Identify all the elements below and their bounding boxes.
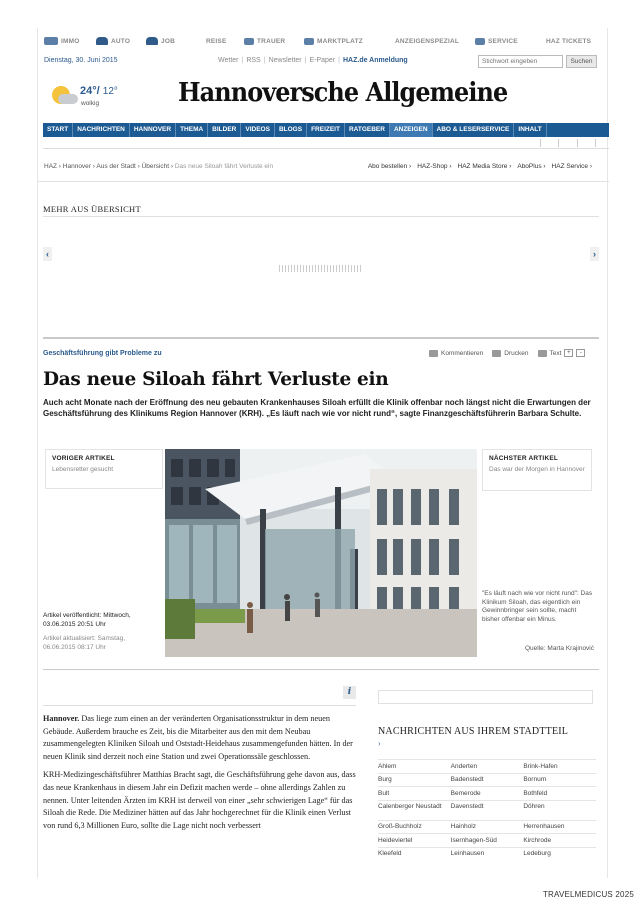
breadcrumb-item[interactable]: HAZ — [44, 163, 57, 170]
text-size-decrease-button[interactable]: - — [576, 349, 585, 357]
district-list — [378, 759, 596, 861]
article-title: Das neue Siloah fährt Verluste ein — [43, 369, 389, 390]
paragraph-text: Das liege zum einen an der veränderten Organisationsstruktur in dem neuen Gebäude. Außerdem brauche es Zeit, bis die Mitarbeiter aus den mit dem Neubau zusammengelegten Kliniken Siloah und Oststadt-Heidehaus zusammengefunden hätten. In der neuen Klinik sind derzeit noch eine Station und zwei Operationssäle geschlossen. — [43, 714, 353, 761]
nav-item-inhalt[interactable]: INHALT — [514, 123, 546, 137]
district-row — [378, 773, 596, 787]
search-input[interactable] — [478, 55, 563, 68]
district-link[interactable]: Anderten — [450, 762, 478, 770]
weather-widget[interactable] — [52, 84, 142, 114]
district-link[interactable]: Calenberger Neustadt — [378, 803, 442, 811]
article-body — [43, 713, 358, 838]
sidebar-ad-box — [378, 690, 593, 704]
topnav-label: ANZEIGENSPEZIAL — [395, 37, 460, 45]
published-label: Artikel veröffentlicht: Mittwoch, — [43, 612, 131, 619]
topnav-item-service[interactable] — [475, 38, 518, 45]
car-icon — [96, 37, 108, 45]
topnav-item-job[interactable] — [146, 37, 175, 45]
top-nav — [38, 34, 609, 48]
district-link[interactable]: Ahlem — [378, 762, 397, 770]
breadcrumb: HAZ › Hannover › Aus der Stadt › Übersicht › Das neue Siloah fährt Verluste ein — [44, 163, 274, 170]
related-carousel — [43, 216, 599, 290]
breadcrumb-item[interactable]: Hannover — [62, 163, 91, 170]
breadcrumb-item[interactable]: Übersicht — [141, 163, 170, 170]
link-newsletter[interactable]: Newsletter — [268, 57, 302, 64]
district-link[interactable]: Burg — [378, 776, 392, 784]
article-lead: Auch acht Monate nach der Eröffnung des neu gebauten Krankenhauses Siloah erfüllt die Klinik offenbar noch längst nicht die Erwartungen der Geschäftsführung des Klinikums Region Hannover (KRH). „Es läuft nach wie vor nicht rund“, sagte Finanzgeschäftsführerin Barbara Schulte. — [43, 398, 591, 419]
watermark: TRAVELMEDICUS 2025 — [542, 890, 634, 899]
dateline: Hannover. — [43, 714, 80, 723]
next-article-box[interactable] — [482, 449, 592, 491]
article-photo[interactable] — [165, 449, 477, 657]
nav-item-thema[interactable]: THEMA — [176, 123, 208, 137]
district-link[interactable]: Kirchrode — [523, 836, 552, 844]
published-value: 03.06.2015 20:51 Uhr — [43, 620, 106, 628]
published-date — [43, 612, 161, 629]
breadcrumb-item[interactable]: Aus der Stadt — [96, 163, 136, 170]
nav-item-ratgeber[interactable]: RATGEBER — [345, 123, 390, 137]
temp-high: 24° — [80, 85, 97, 97]
district-link[interactable]: Hainholz — [450, 823, 476, 831]
next-article-title[interactable]: Das war der Morgen in Hannover — [489, 466, 585, 473]
topnav-item-trauer[interactable] — [244, 38, 285, 45]
district-row — [378, 847, 596, 861]
main-nav — [43, 123, 609, 137]
topnav-label: IMMO — [61, 37, 80, 45]
district-heading-text: NACHRICHTEN AUS IHREM STADTTEIL — [378, 726, 569, 737]
nav-item-anzeigen[interactable]: ANZEIGEN — [390, 123, 433, 137]
previous-article-title[interactable]: Lebensretter gesucht — [52, 466, 114, 473]
topnav-item-immo[interactable] — [44, 37, 80, 45]
topnav-label: AUTO — [111, 37, 131, 45]
topnav-label: MARKTPLATZ — [317, 37, 363, 45]
nav-item-nachrichten[interactable]: NACHRICHTEN — [73, 123, 130, 137]
divider — [43, 337, 599, 339]
nav-item-abo-leserservice[interactable]: ABO & LESERSERVICE — [433, 123, 515, 137]
district-row — [378, 800, 596, 820]
district-link[interactable]: Bornum — [523, 776, 547, 784]
topnav-item-haz-tickets[interactable] — [546, 38, 591, 45]
carousel-next-button[interactable]: › — [590, 247, 599, 261]
text-size-increase-button[interactable]: + — [564, 349, 573, 357]
hospital-photo-illustration — [165, 449, 477, 657]
temp-low: 12° — [102, 86, 118, 97]
topnav-label: REISE — [206, 37, 227, 45]
district-link[interactable]: Bemerode — [450, 789, 481, 797]
print-link[interactable]: Drucken — [504, 349, 529, 357]
cart-icon — [304, 38, 314, 45]
district-link[interactable]: Bult — [378, 789, 390, 797]
district-link[interactable]: Bothfeld — [523, 789, 548, 797]
paragraph: KRH-Medizingeschäftsführer Matthias Bracht sagt, die Geschäftsführung gehe davon aus, dass das neue Krankenhaus in diesem Jahr ein Defizit machen werde – ohne allerdings Zahlen zu nennen. Unter leitenden Ärzten im KRH ist derweil von einer „sehr schwierigen Lage“ für das Siloah die Rede. Die Mediziner hätten auf das Jahr hochgerechnet für die Klinik einen Verlust von rund 6,3 Millionen Euro, sollte die Lage nicht noch verbessert — [43, 770, 356, 830]
sub-nav — [43, 137, 609, 149]
updated-label: Artikel aktualisiert: Samstag, — [43, 635, 126, 642]
topnav-label: HAZ TICKETS — [546, 37, 592, 45]
district-link[interactable]: Ledeburg — [523, 850, 551, 858]
print-icon[interactable] — [492, 350, 501, 357]
link-wetter[interactable]: Wetter — [218, 57, 239, 64]
divider — [43, 669, 599, 670]
divider — [43, 705, 356, 706]
district-link[interactable]: Kleefeld — [378, 850, 402, 858]
district-link[interactable]: Davenstedt — [450, 803, 484, 811]
nav-item-freizeit[interactable]: FREIZEIT — [307, 123, 345, 137]
text-size-label: Text — [549, 349, 562, 357]
briefcase-icon — [146, 37, 158, 45]
article-tools — [423, 349, 585, 357]
topnav-item-auto[interactable] — [96, 37, 130, 45]
topnav-item-anzeigenspezial[interactable] — [395, 38, 459, 45]
page — [37, 28, 608, 878]
text-size-icon — [538, 350, 547, 357]
previous-article-box[interactable] — [45, 449, 163, 489]
photo-caption: "Es läuft nach wie vor nicht rund": Das Klinikum Siloah, das eigentlich ein Gewinnbringer sein sollte, macht bisher offenbar ein Minus. — [482, 590, 593, 623]
carousel-heading: MEHR AUS ÜBERSICHT — [43, 204, 141, 214]
district-link[interactable]: Leinhausen — [450, 850, 485, 858]
flower-icon — [244, 38, 254, 45]
login-link[interactable]: HAZ.de Anmeldung — [342, 57, 408, 64]
link-haz-shop[interactable]: HAZ-Shop › — [417, 163, 452, 170]
district-row — [378, 786, 596, 800]
next-article-heading: NÄCHSTER ARTIKEL — [489, 455, 559, 462]
paragraph — [43, 713, 358, 763]
loading-indicator — [279, 265, 363, 272]
photo-credit: Quelle: Marta Krajinović — [525, 645, 594, 652]
nav-item-blogs[interactable]: BLOGS — [275, 123, 307, 137]
district-link[interactable]: Brink-Hafen — [523, 762, 558, 770]
district-row — [378, 820, 596, 834]
district-row — [378, 759, 596, 773]
current-date: Dienstag, 30. Juni 2015 — [44, 57, 118, 64]
district-link[interactable]: Isernhagen-Süd — [450, 836, 497, 844]
cloud-shape — [58, 94, 78, 104]
chevron-right-icon: › — [378, 739, 381, 748]
link-rss[interactable]: RSS — [246, 57, 261, 64]
nav-item-bilder[interactable]: BILDER — [208, 123, 241, 137]
link-media-store[interactable]: HAZ Media Store › — [457, 163, 512, 170]
comment-icon[interactable] — [429, 350, 438, 357]
temperature: 24°/ 12° — [80, 85, 118, 97]
district-news-heading[interactable] — [378, 726, 596, 748]
nav-item-videos[interactable]: VIDEOS — [241, 123, 275, 137]
service-icon — [475, 38, 485, 45]
info-icon[interactable]: i — [343, 686, 356, 699]
nav-item-start[interactable]: START — [43, 123, 73, 137]
article-kicker: Geschäftsführung gibt Probleme zu — [43, 350, 162, 357]
search-button[interactable]: Suchen — [566, 55, 597, 68]
link-haz-service[interactable]: HAZ Service › — [551, 163, 592, 170]
nav-item-hannover[interactable]: HANNOVER — [130, 123, 176, 137]
divider — [38, 181, 609, 182]
updated-value: 06.06.2015 08:17 Uhr — [43, 643, 106, 651]
district-link[interactable]: Groß-Buchholz — [378, 823, 422, 831]
topnav-item-marktplatz[interactable] — [304, 38, 363, 45]
topnav-label: TRAUER — [257, 37, 286, 45]
site-logo[interactable]: Hannoversche Allgemeine — [178, 78, 508, 108]
district-row — [378, 833, 596, 847]
district-link[interactable]: Badenstedt — [450, 776, 484, 784]
weather-condition: wolkig — [81, 100, 100, 107]
header-links: Wetter | RSS | Newsletter | E-Paper | HAZ.de Anmeldung — [218, 57, 408, 64]
updated-date — [43, 635, 161, 652]
house-icon — [44, 37, 58, 45]
link-epaper[interactable]: E-Paper — [309, 57, 336, 64]
service-links — [368, 163, 592, 170]
district-link[interactable]: Döhren — [523, 803, 545, 811]
comment-link[interactable]: Kommentieren — [441, 349, 484, 357]
district-link[interactable]: Herrenhausen — [523, 823, 565, 831]
previous-article-heading: VORIGER ARTIKEL — [52, 455, 115, 462]
topnav-label: SERVICE — [488, 37, 518, 45]
breadcrumb-current: Das neue Siloah fährt Verluste ein — [174, 163, 274, 170]
district-link[interactable]: Heideviertel — [378, 836, 413, 844]
link-aboplus[interactable]: AboPlus › — [517, 163, 546, 170]
topnav-item-reise[interactable] — [206, 38, 227, 45]
link-abo-bestellen[interactable]: Abo bestellen › — [367, 163, 412, 170]
carousel-prev-button[interactable]: ‹ — [43, 247, 52, 261]
topnav-label: JOB — [161, 37, 175, 45]
header-row — [38, 55, 609, 69]
